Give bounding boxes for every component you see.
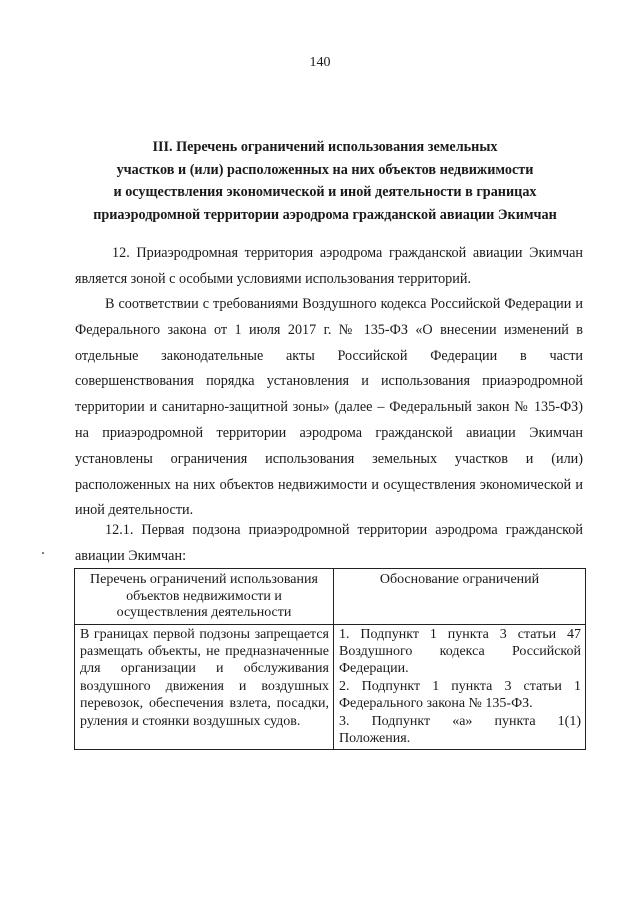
table-row xyxy=(75,624,586,750)
scan-speck xyxy=(42,552,44,554)
section-heading-line: и осуществления экономической и иной деятельности в границах xyxy=(113,184,537,200)
restrictions-table xyxy=(74,568,586,750)
justification-item: 3. Подпункт «а» пункта 1(1) Положения. xyxy=(339,713,581,746)
section-heading xyxy=(72,136,578,226)
justification-item: 2. Подпункт 1 пункта 3 статьи 1 Федерального закона № 135-ФЗ. xyxy=(339,678,581,712)
paragraph-12: 12. Приаэродромная территория аэродрома гражданской авиации Экимчан является зоной с особыми условиями использования территорий. xyxy=(75,245,583,287)
section-heading-line: участков и (или) расположенных на них объектов недвижимости xyxy=(116,161,534,178)
paragraph-requirements: В соответствии с требованиями Воздушного кодекса Российской Федерации и Федерального закона от 1 июля 2017 г. № 135-ФЗ «О внесении изменений в отдельные законодательные акты Российской Федерации в части совершенствования порядка установления и использования приаэродромной территории и санитарно-защитной зоны» (далее – Федеральный закон № 135-ФЗ) на приаэродромной территории аэродрома гражданской авиации Экимчан установлены ограничения использования земельных участков и (или) расположенных на них объектов недвижимости и осуществления экономической и иной деятельности. xyxy=(75,296,583,519)
table-header-restrictions: Перечень ограничений использования объектов недвижимости и осуществления деятельности xyxy=(75,569,334,625)
section-heading-line: III. Перечень ограничений использования земельных xyxy=(152,139,498,155)
table-header-row xyxy=(75,569,586,625)
table-cell-justification xyxy=(334,624,586,750)
section-heading-line: приаэродромной территории аэродрома гражданской авиации Экимчан xyxy=(93,206,557,223)
paragraph-12-1: 12.1. Первая подзона приаэродромной территории аэродрома гражданской авиации Экимчан: xyxy=(75,522,583,564)
justification-item: 1. Подпункт 1 пункта 3 статьи 47 Воздушного кодекса Российской Федерации. xyxy=(339,626,581,677)
page-number: 140 xyxy=(309,55,331,70)
table-header-justification: Обоснование ограничений xyxy=(334,569,586,625)
table-cell-restriction: В границах первой подзоны запрещается размещать объекты, не предназначенные для организации и обслуживания воздушного движения и воздушных перевозок, обеспечения взлета, посадки, руления и стоянки воздушных судов. xyxy=(75,624,334,750)
